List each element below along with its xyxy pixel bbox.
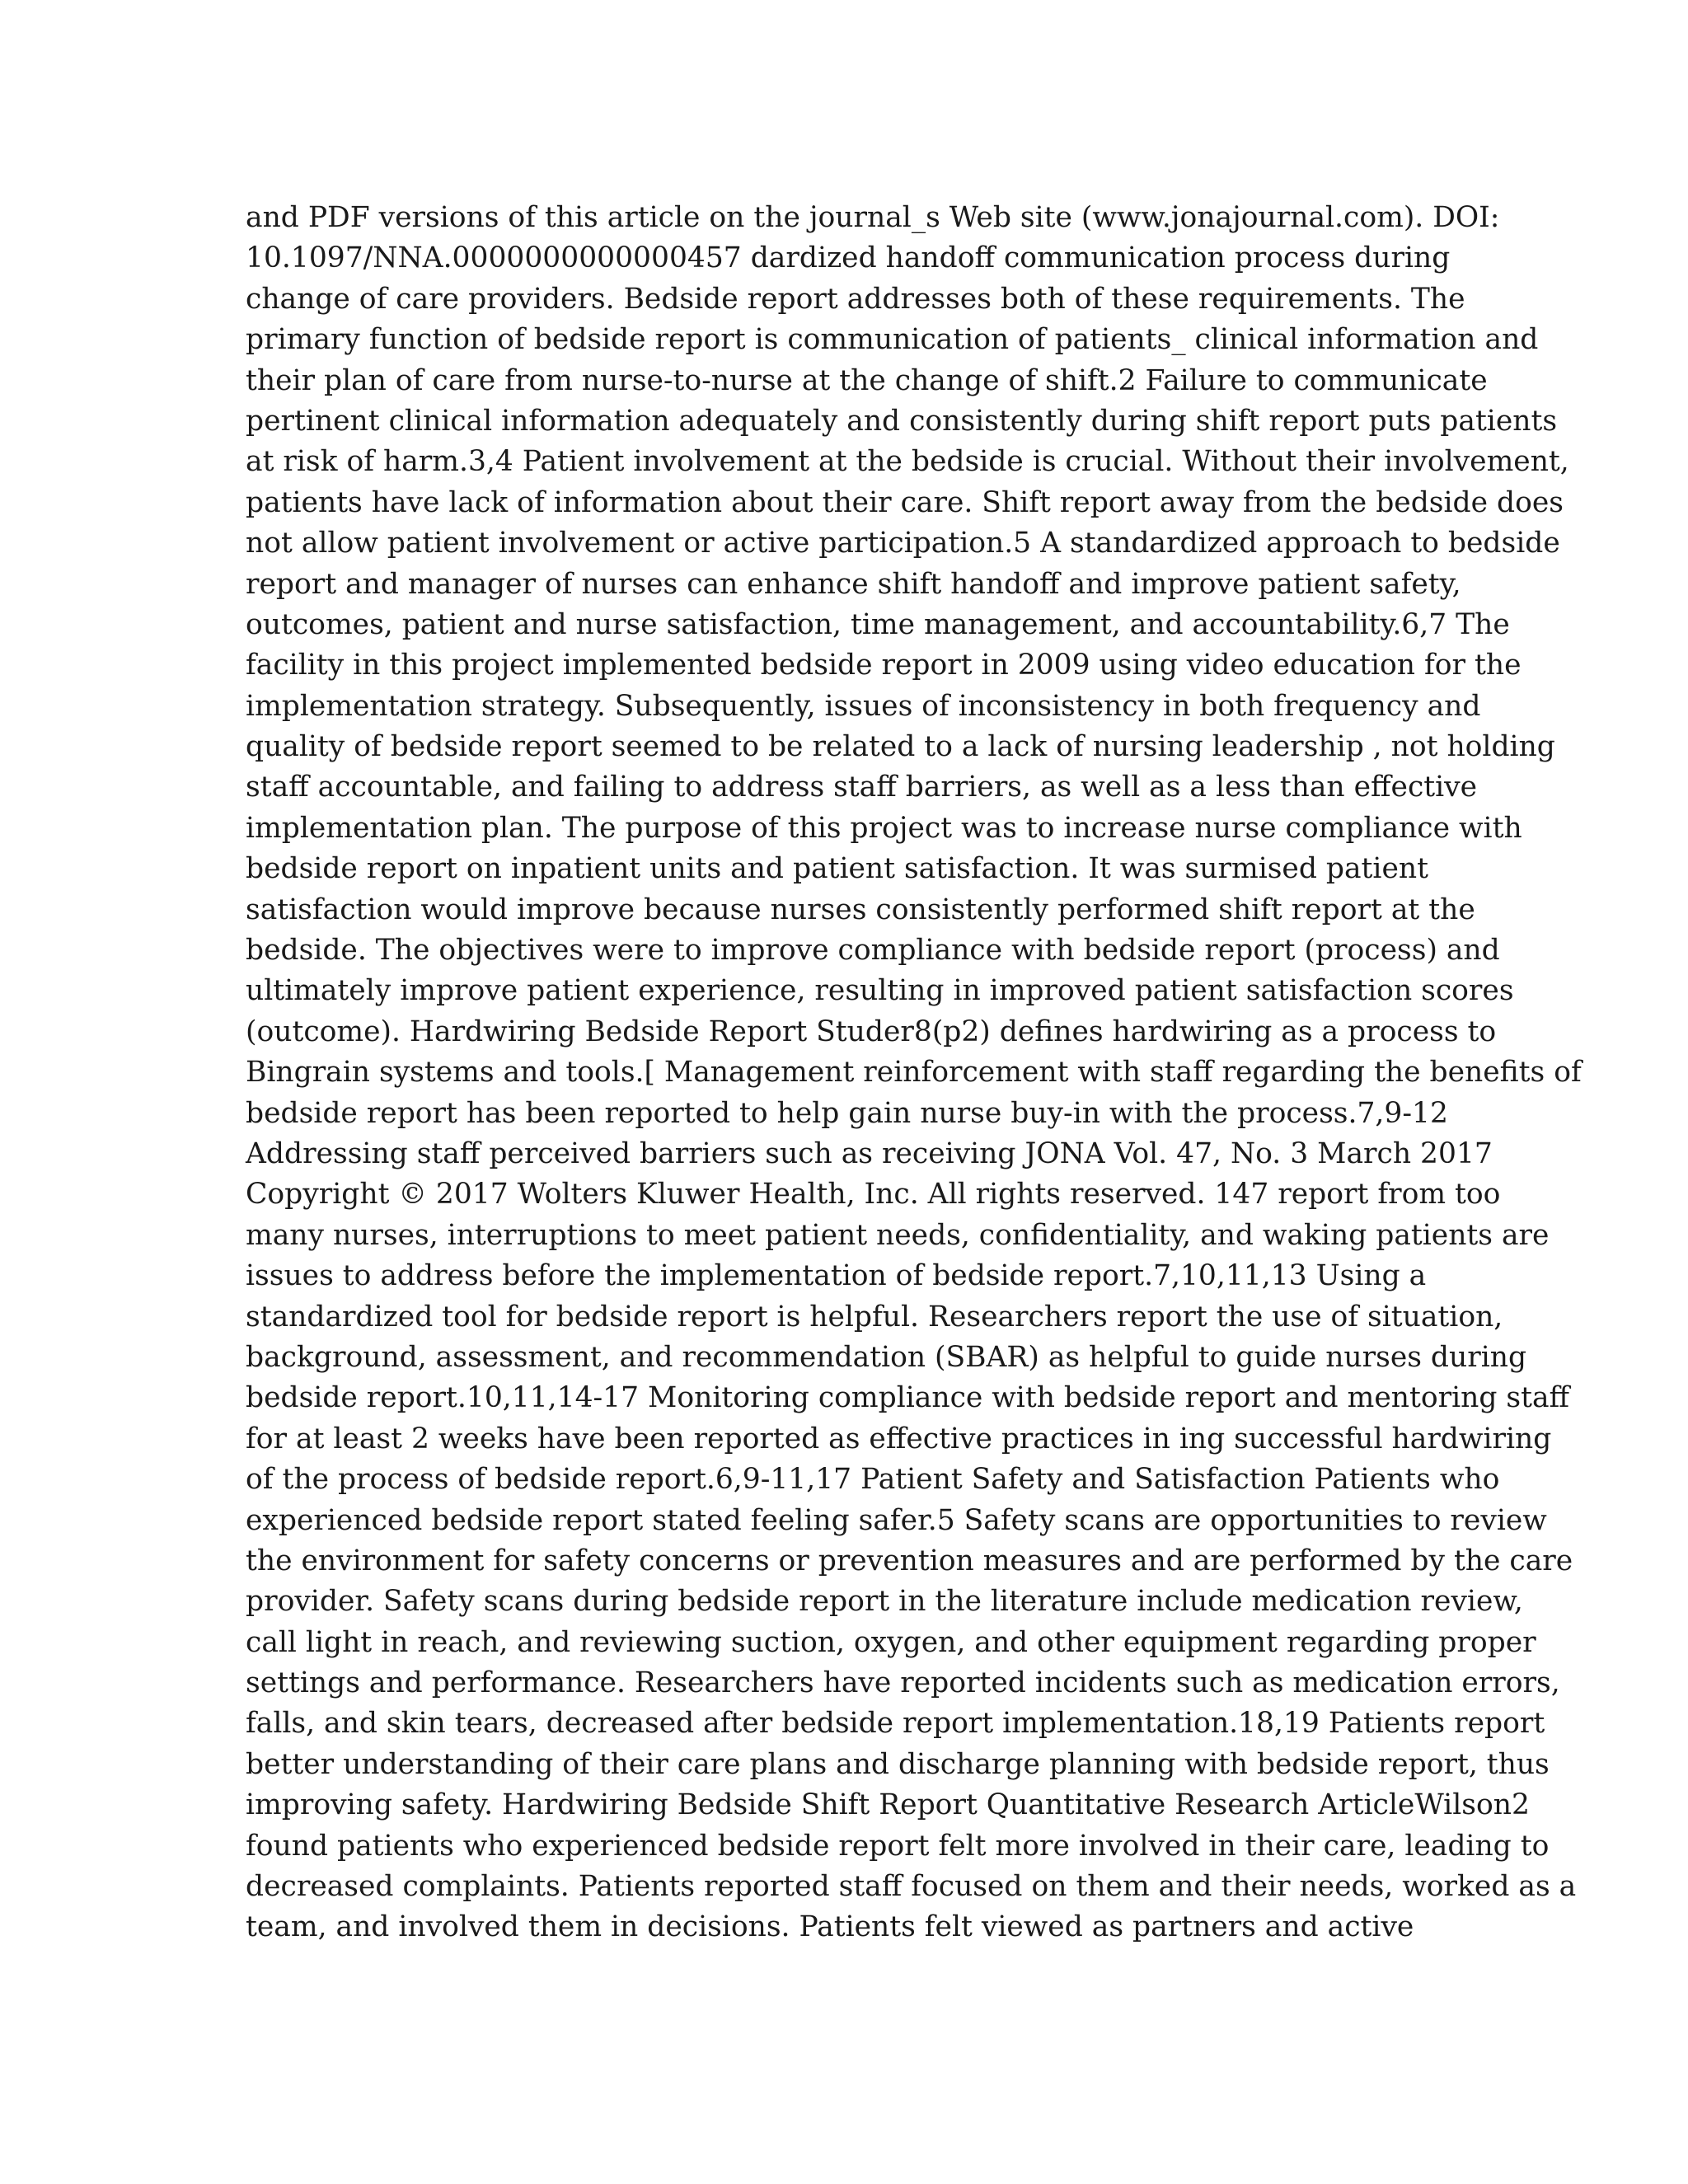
text-line: their plan of care from nurse-to-nurse at the change of shift.2 Failure to communicate [246, 363, 1488, 397]
text-line: outcomes, patient and nurse satisfaction, time management, and accountability.6,7 The [246, 607, 1510, 641]
text-line: standardized tool for bedside report is helpful. Researchers report the use of situation, [246, 1300, 1503, 1333]
text-line: call light in reach, and reviewing suction, oxygen, and other equipment regarding proper [246, 1625, 1536, 1659]
text-line: many nurses, interruptions to meet patient needs, confidentiality, and waking patients are [246, 1218, 1550, 1252]
text-line: bedside report has been reported to help gain nurse buy-in with the process.7,9-12 [246, 1096, 1448, 1130]
text-line: facility in this project implemented bedside report in 2009 using video education for the [246, 649, 1522, 682]
text-line: change of care providers. Bedside report addresses both of these requirements. The [246, 282, 1465, 316]
text-line: patients have lack of information about their care. Shift report away from the bedside does [246, 485, 1564, 519]
text-line: implementation strategy. Subsequently, issues of inconsistency in both frequency and [246, 689, 1481, 723]
text-line: primary function of bedside report is communication of patients_ clinical information and [246, 323, 1539, 357]
text-line: experienced bedside report stated feeling safer.5 Safety scans are opportunities to review [246, 1503, 1547, 1537]
text-line: 10.1097/NNA.0000000000000457 dardized handoff communication process during [246, 241, 1451, 275]
text-line: at risk of harm.3,4 Patient involvement at the bedside is crucial. Without their involvement, [246, 445, 1569, 479]
text-line: issues to address before the implementation of bedside report.7,10,11,13 Using a [246, 1259, 1427, 1293]
text-line: team, and involved them in decisions. Patients felt viewed as partners and active [246, 1910, 1414, 1944]
text-line: found patients who experienced bedside report felt more involved in their care, leading to [246, 1829, 1550, 1863]
text-line: bedside report on inpatient units and patient satisfaction. It was surmised patient [246, 852, 1428, 886]
text-line: bedside report.10,11,14-17 Monitoring compliance with bedside report and mentoring staff [246, 1381, 1570, 1415]
text-line: report and manager of nurses can enhance shift handoff and improve patient safety, [246, 567, 1461, 601]
text-line: and PDF versions of this article on the journal_s Web site (www.jonajournal.com). DOI: [246, 201, 1500, 234]
text-line: settings and performance. Researchers have reported incidents such as medication errors, [246, 1666, 1560, 1700]
text-line: improving safety. Hardwiring Bedside Shift Report Quantitative Research ArticleWilson2 [246, 1788, 1530, 1822]
text-line: decreased complaints. Patients reported staff focused on them and their needs, worked as a [246, 1870, 1577, 1904]
text-line: pertinent clinical information adequately and consistently during shift report puts patients [246, 404, 1558, 438]
text-line: Copyright © 2017 Wolters Kluwer Health, Inc. All rights reserved. 147 report from too [246, 1178, 1501, 1212]
text-line: Bingrain systems and tools.[ Management reinforcement with staff regarding the benefits of [246, 1056, 1582, 1090]
text-line: not allow patient involvement or active participation.5 A standardized approach to bedside [246, 527, 1560, 560]
text-line: for at least 2 weeks have been reported as effective practices in ing successful hardwiring [246, 1422, 1552, 1455]
text-line: quality of bedside report seemed to be related to a lack of nursing leadership , not holding [246, 730, 1555, 764]
body-text [246, 198, 1582, 1948]
text-line: implementation plan. The purpose of this project was to increase nurse compliance with [246, 811, 1522, 845]
text-line: ultimately improve patient experience, resulting in improved patient satisfaction scores [246, 974, 1514, 1008]
text-line: (outcome). Hardwiring Bedside Report Studer8(p2) defines hardwiring as a process to [246, 1015, 1497, 1048]
text-line: Addressing staff perceived barriers such as receiving JONA Vol. 47, No. 3 March 2017 [246, 1137, 1493, 1170]
text-line: better understanding of their care plans and discharge planning with bedside report, thus [246, 1747, 1550, 1781]
text-line: provider. Safety scans during bedside report in the literature include medication review, [246, 1585, 1523, 1619]
text-line: the environment for safety concerns or prevention measures and are performed by the care [246, 1544, 1573, 1577]
text-line: staff accountable, and failing to address staff barriers, as well as a less than effective [246, 771, 1478, 804]
text-line: falls, and skin tears, decreased after bedside report implementation.18,19 Patients report [246, 1707, 1545, 1741]
text-line: background, assessment, and recommendation (SBAR) as helpful to guide nurses during [246, 1340, 1527, 1374]
text-line: bedside. The objectives were to improve compliance with bedside report (process) and [246, 934, 1500, 968]
text-line: of the process of bedside report.6,9-11,17 Patient Safety and Satisfaction Patients who [246, 1463, 1500, 1497]
text-line: satisfaction would improve because nurses consistently performed shift report at the [246, 893, 1475, 926]
